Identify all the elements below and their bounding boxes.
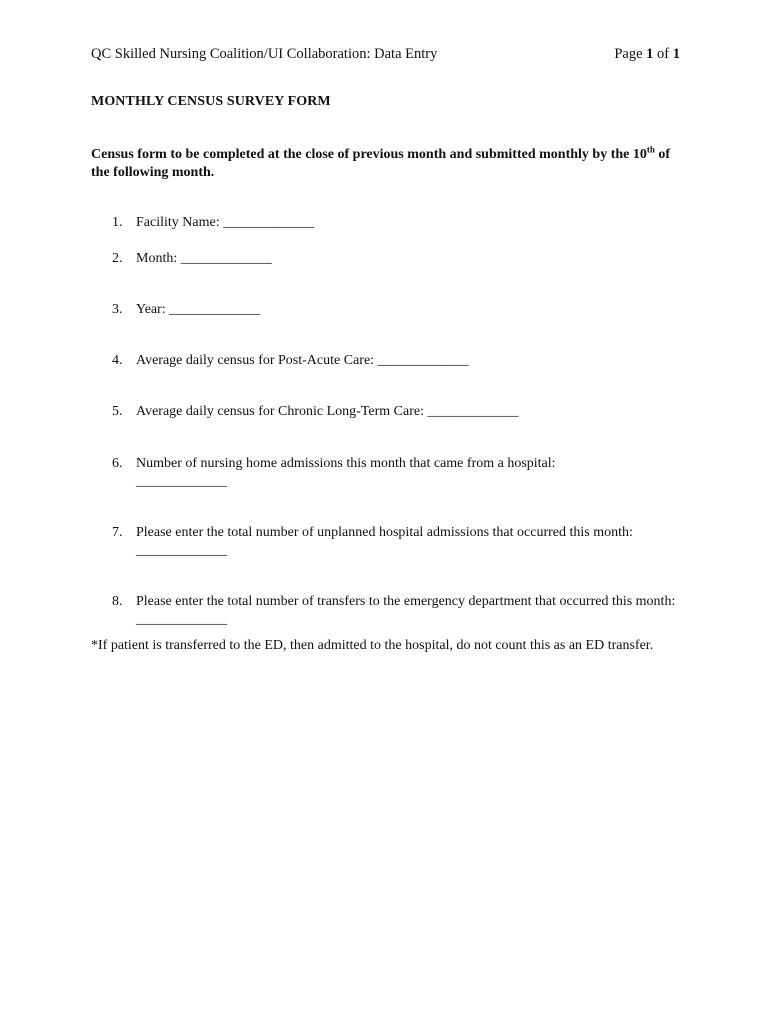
item-number: 5. (112, 404, 123, 419)
month-field[interactable]: _____________ (180, 251, 272, 266)
item-number: 7. (112, 525, 123, 540)
hospital-admissions-field[interactable]: _____________ (136, 474, 227, 489)
form-item-hospital-admissions (112, 455, 682, 491)
unplanned-admissions-field[interactable]: _____________ (136, 543, 227, 558)
instructions-superscript: th (646, 144, 655, 155)
header-title: QC Skilled Nursing Coalition/UI Collaboration: Data Entry (91, 46, 438, 62)
ed-transfers-field[interactable]: _____________ (136, 612, 227, 627)
item-number: 8. (112, 594, 123, 609)
post-acute-census-field[interactable]: _____________ (377, 353, 469, 368)
item-number: 2. (112, 251, 123, 266)
page-of: of (657, 46, 670, 62)
form-item-post-acute-census (112, 352, 682, 370)
item-label: Please enter the total number of transfers to the emergency department that occurred this month: (136, 594, 676, 609)
year-field[interactable]: _____________ (169, 302, 261, 317)
item-label: Year: (136, 302, 166, 317)
item-number: 3. (112, 302, 123, 317)
instructions-text: Census form to be completed at the close of previous month and submitted monthly by the 10 (91, 147, 647, 162)
item-label: Please enter the total number of unplanned hospital admissions that occurred this month: (136, 525, 633, 540)
chronic-census-field[interactable]: _____________ (427, 404, 519, 419)
form-item-facility-name (112, 214, 682, 232)
item-number: 1. (112, 215, 123, 230)
page-word: Page (614, 46, 643, 62)
form-item-chronic-census (112, 403, 682, 421)
facility-name-field[interactable]: _____________ (223, 215, 315, 230)
page-total: 1 (672, 46, 680, 62)
page-current: 1 (646, 46, 654, 62)
form-item-unplanned-admissions (112, 524, 682, 560)
item-label: Facility Name: (136, 215, 220, 230)
item-label: Average daily census for Post-Acute Care: (136, 353, 375, 368)
item-label: Month: (136, 251, 178, 266)
item-label: Average daily census for Chronic Long-Term Care: (136, 404, 424, 419)
page-number (614, 46, 680, 63)
form-item-ed-transfers (112, 593, 682, 629)
item-number: 6. (112, 456, 123, 471)
item-label: Number of nursing home admissions this month that came from a hospital: (136, 456, 556, 471)
form-item-month (112, 250, 682, 268)
instructions-text-end: of the following month. (91, 147, 671, 180)
form-title: MONTHLY CENSUS SURVEY FORM (91, 94, 331, 109)
footnote: *If patient is transferred to the ED, then admitted to the hospital, do not count this as an ED transfer. (91, 638, 654, 653)
form-instructions (91, 146, 681, 182)
item-number: 4. (112, 353, 123, 368)
form-item-year (112, 301, 682, 319)
page-header (91, 46, 680, 63)
